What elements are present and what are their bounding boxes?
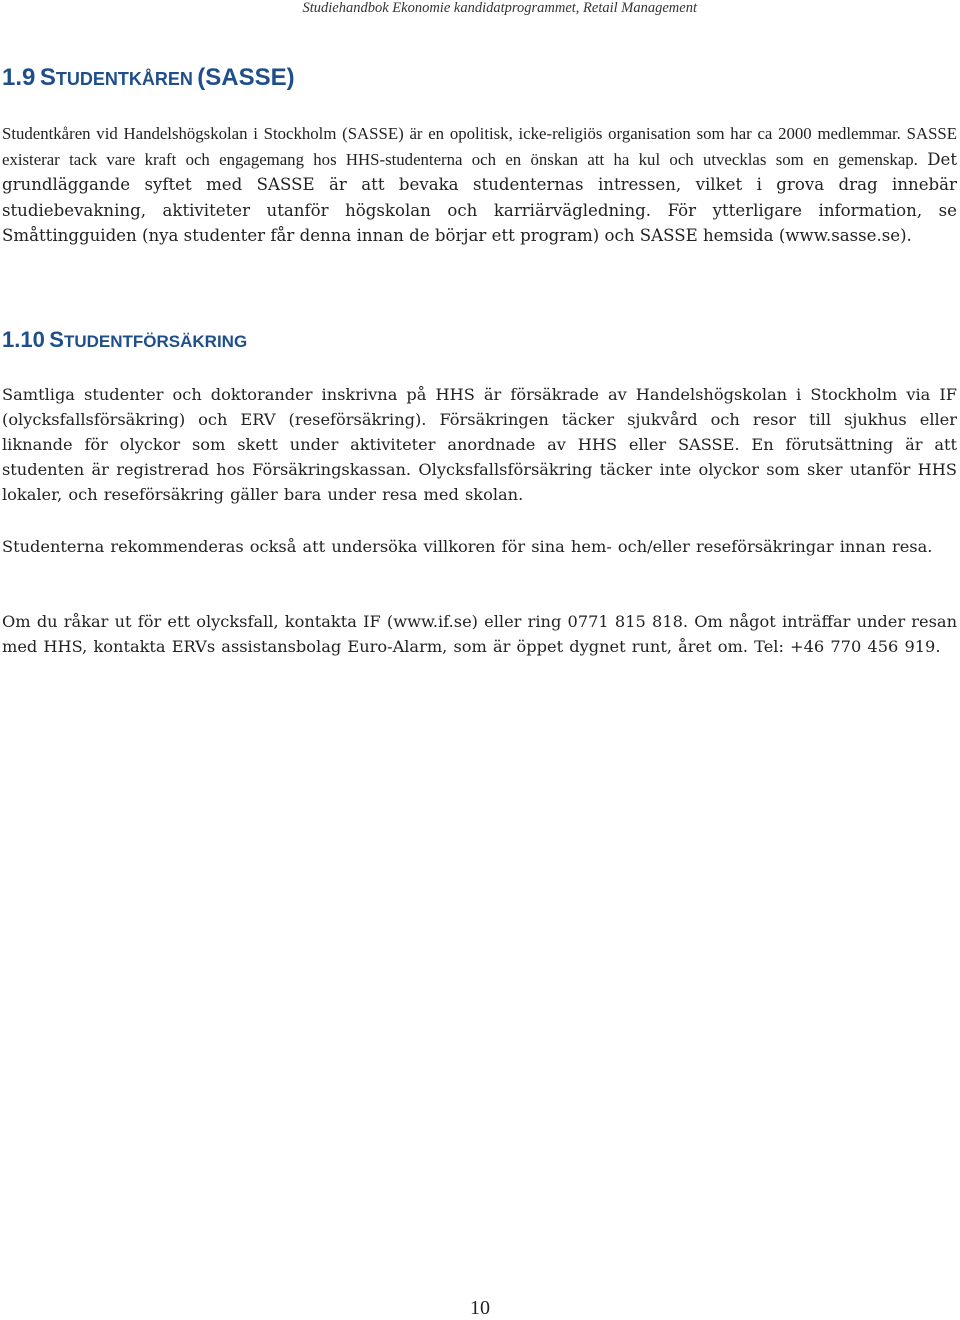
section-heading-1-9 xyxy=(2,64,295,92)
section-title-rest: TUDENTKÅREN xyxy=(55,69,193,89)
sasse-intro-text: Studentkåren vid Handelshögskolan i Stockholm (SASSE) är en opolitisk, icke-religiös organisation som har ca 2000 medlemmar. SASSE existerar tack vare kraft och engagemang hos HHS-studenterna och en önskan att ha kul och utvecklas som en gemenskap. xyxy=(2,124,957,169)
section-number: 1.9 xyxy=(2,64,36,91)
sasse-paragraph xyxy=(2,121,957,249)
section-heading-1-10 xyxy=(2,327,247,353)
running-header: Studiehandbok Ekonomie kandidatprogrammet, Retail Management xyxy=(302,0,697,16)
section-title-initial: S xyxy=(49,327,64,352)
sasse-purpose-text: Det grundläggande syftet med SASSE är att bevaka studenternas intressen, vilket i grova drag innebär studiebevakning, aktiviteter utanför högskolan och karriärvägledning. För ytterligare information, se Småttingguiden (nya studenter får denna innan de börjar ett program) och SASSE hemsida (www.sasse.se). xyxy=(2,149,958,245)
section-title-suffix: (SASSE) xyxy=(197,64,295,91)
section-number: 1.10 xyxy=(2,327,45,352)
section-title-rest: TUDENTFÖRSÄKRING xyxy=(63,332,248,351)
contact-paragraph: Om du råkar ut för ett olycksfall, kontakta IF (www.if.se) eller ring 0771 815 818. Om något inträffar under resan med HHS, kontakta ERVs assistansbolag Euro-Alarm, som är öppet dygnet runt, året om. Tel: +46 770 456 919. xyxy=(2,612,957,656)
section-title-initial: S xyxy=(39,64,56,91)
page-number: 10 xyxy=(470,1297,490,1319)
insurance-paragraph: Samtliga studenter och doktorander inskrivna på HHS är försäkrade av Handelshögskolan i Stockholm via IF (olycksfallsförsäkring) och ERV (reseförsäkring). Försäkringen täcker sjukvård och resor till sjukhus eller liknande för olyckor som skett under aktiviteter anordnade av HHS eller SASSE. En förutsättning är att studenten är registrerad hos Försäkringskassan. Olycksfallsförsäkring täcker inte olyckor som sker utanför HHS lokaler, och reseförsäkring gäller bara under resa med skolan. xyxy=(2,385,957,504)
recommendation-paragraph: Studenterna rekommenderas också att undersöka villkoren för sina hem- och/eller reseförsäkringar innan resa. xyxy=(2,537,933,556)
